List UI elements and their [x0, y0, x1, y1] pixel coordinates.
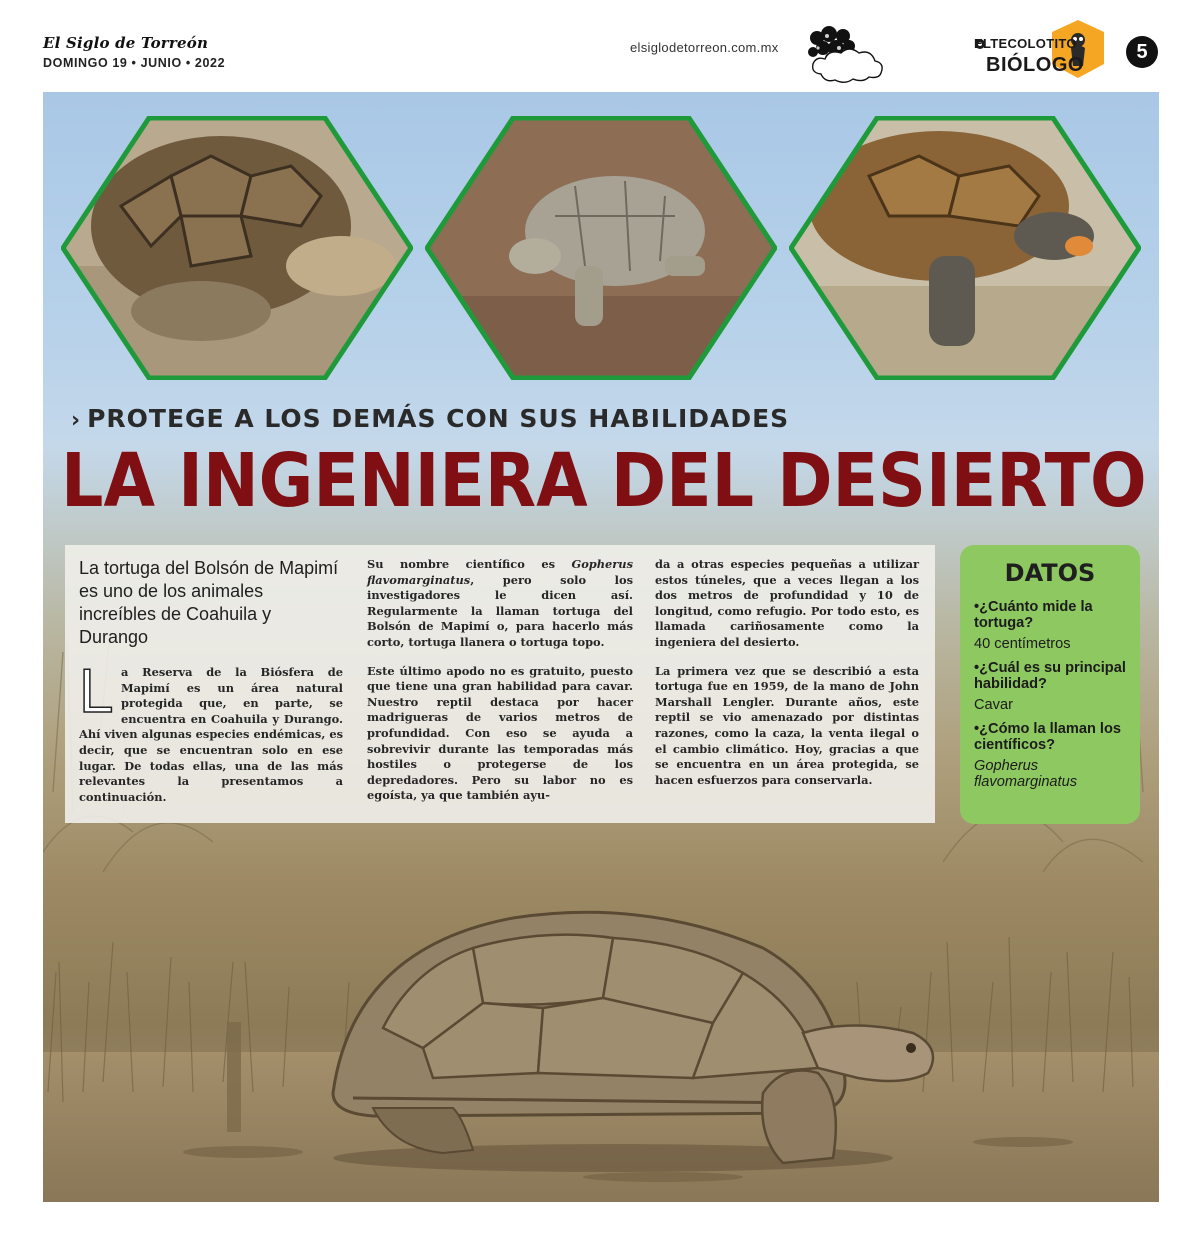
article-paragraph: Su nombre científico es Gopherus flavomarginatus, pero solo los investigadores le dicen así. Regularmente la llaman tortuga del Bolsón de Mapimí o, para hacerlo más corto, tortuga llanera o tortuga topo. — [367, 557, 633, 649]
cloud-logo-icon — [803, 24, 903, 86]
article-column-3 — [655, 557, 919, 801]
section-logo-line1: ELTECOLOTITO — [974, 36, 1077, 51]
drop-cap: L — [79, 657, 114, 726]
fact-question: •¿Cuál es su principal habilidad? — [974, 660, 1126, 692]
tortoise-photo-2 — [425, 116, 777, 380]
species-name: Gopherus flavomarginatus — [367, 557, 633, 587]
el-tecolotito-biologo-logo — [968, 18, 1116, 84]
article-kicker — [71, 404, 789, 433]
article-body — [65, 545, 935, 823]
article-paragraph: da a otras especies pequeñas a utilizar estos túneles, que a veces llegan a los dos metros de profundidad y 10 de longitud, como refugio. Por todo esto, es llamada cariñosamente como la ingeniera del desierto. — [655, 557, 919, 649]
article-kicker-text: PROTEGE A LOS DEMÁS CON SUS HABILIDADES — [87, 404, 790, 433]
tortoise-photo-1 — [61, 116, 413, 380]
chevron-right-icon: › — [71, 408, 82, 433]
article-lead: La tortuga del Bolsón de Mapimí es uno de los animales increíbles de Coahuila y Durango — [79, 558, 339, 647]
feature-panel — [43, 92, 1159, 1202]
article-column-1 — [79, 557, 343, 818]
article-column-2 — [367, 557, 633, 817]
article-paragraph: L a Reserva de la Biósfera de Mapimí es un área natural protegida que, en parte, se encuentra en Coahuila y Durango. Ahí viven algunas especies endémicas, es decir, que se encuentran solo en ese lugar. De todas ellas, una de las más relevantes la presentamos a continuación. — [79, 657, 343, 804]
tortoise-photo-3 — [789, 116, 1141, 380]
fact-question: •¿Cuánto mide la tortuga? — [974, 599, 1093, 631]
facts-title: DATOS — [1004, 559, 1096, 587]
publication-date: DOMINGO 19 • JUNIO • 2022 — [43, 56, 226, 70]
facts-box — [960, 545, 1140, 824]
fact-question: •¿Cómo la llaman los científicos? — [974, 721, 1122, 753]
newspaper-masthead: El Siglo de Torreón — [43, 34, 209, 52]
article-headline: LA INGENIERA DEL DESIERTO — [61, 438, 1147, 524]
article-paragraph: Este último apodo no es gratuito, puesto que tiene una gran habilidad para cavar. Nuestro reptil destaca por hacer madrigueras de varios metros de profundidad. Con eso se ayuda a sobrevivir durante las temporadas más hostiles o protegerse de los depredadores. Pero su labor no es egoísta, ya que también ayu- — [367, 663, 633, 803]
page-number-badge: 5 — [1126, 36, 1158, 68]
fact-answer: Cavar — [974, 697, 1013, 713]
article-paragraph: La primera vez que se describió a esta tortuga fue en 1959, de la mano de John Marshall Lengler. Durante años, este reptil se vio amenazado por distintas razones, como la caza, la venta ilegal o el cambio climático. Hoy, gracias a que se encuentra en un área protegida, se hacen esfuerzos para conservarla. — [655, 663, 919, 787]
section-logo-line2: BIÓLOGO — [986, 54, 1084, 76]
fact-answer: 40 centímetros — [974, 636, 1071, 652]
tortoise-main-photo — [313, 858, 953, 1178]
site-url-link[interactable]: elsiglodetorreon.com.mx — [630, 40, 779, 55]
fact-answer: Gopherus flavomarginatus — [974, 758, 1078, 790]
